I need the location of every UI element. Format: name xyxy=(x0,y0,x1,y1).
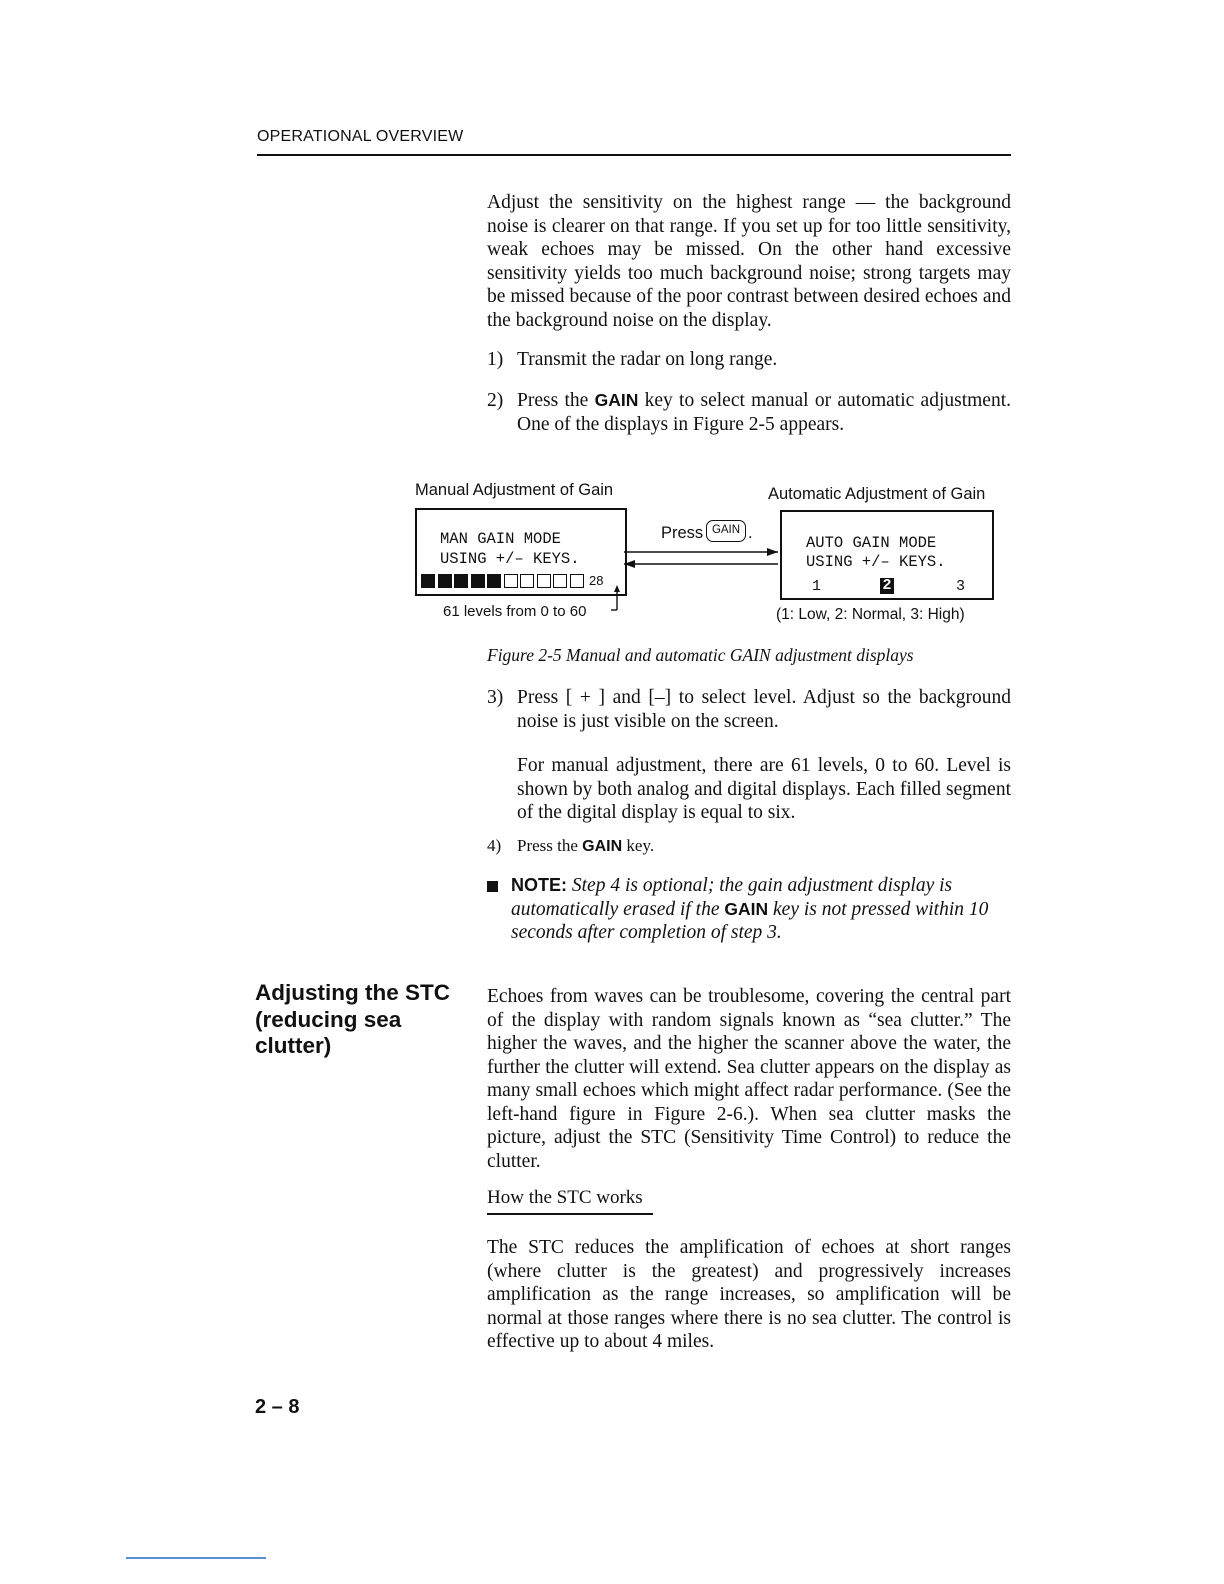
step-1-text: Transmit the radar on long range. xyxy=(517,349,778,370)
subsection-heading: How the STC works xyxy=(487,1187,643,1208)
step-2-number: 2) xyxy=(487,390,504,411)
gain-segment-empty xyxy=(520,574,534,588)
auto-level-2-selected: 2 xyxy=(880,578,894,594)
gain-level-value: 28 xyxy=(589,573,604,588)
auto-level-selector xyxy=(812,578,972,598)
auto-level-3: 3 xyxy=(956,578,966,595)
subsection-paragraph: The STC reduces the amplification of echoes at short ranges (where clutter is the greatest) and progressively increases amplification as the range increases, so amplification will be normal at those ranges where there is no sea clutter. The control is effective up to about 4 miles. xyxy=(487,1237,1011,1352)
auto-display-line-1: AUTO GAIN MODE xyxy=(806,534,937,552)
gain-segment-filled xyxy=(421,574,435,588)
auto-gain-title: Automatic Adjustment of Gain xyxy=(768,485,986,503)
step-1 xyxy=(487,348,1011,374)
bottom-edge-line xyxy=(126,1557,266,1559)
note-gain-key: GAIN xyxy=(724,898,769,919)
note-bullet-icon xyxy=(487,881,498,892)
intro-paragraph: Adjust the sensitivity on the highest range — the background noise is clearer on that range. If you set up for too little sensitivity, weak echoes may be missed. On the other hand excessive sensitivity yields too much background noise; strong targets may be missed because of the poor contrast between desired echoes and the background noise on the display. xyxy=(487,192,1011,331)
page-header-title: OPERATIONAL OVERVIEW xyxy=(257,128,464,145)
levels-caption: 61 levels from 0 to 60 xyxy=(443,603,587,620)
press-period: . xyxy=(748,524,753,542)
manual-display-line-1: MAN GAIN MODE xyxy=(440,530,561,548)
step-2 xyxy=(487,389,1011,439)
gain-segment-filled xyxy=(454,574,468,588)
note-block xyxy=(487,874,1011,946)
auto-level-1: 1 xyxy=(812,578,822,595)
step-3-text: Press [ + ] and [–] to select level. Adjust so the background noise is just visible on the screen. xyxy=(517,687,1011,732)
note-label: NOTE: xyxy=(511,875,567,895)
step-2-text xyxy=(517,389,1011,436)
section-heading: Adjusting the STC (reducing sea clutter) xyxy=(255,980,450,1058)
figure-caption: Figure 2-5 Manual and automatic GAIN adjustment displays xyxy=(487,645,914,665)
toggle-arrows-diagram xyxy=(610,540,785,620)
step-1-number: 1) xyxy=(487,349,504,370)
step-4-text-b: key. xyxy=(622,836,655,855)
note-text-b: key is not pressed within 10 seconds after completion of step 3. xyxy=(511,898,989,943)
arrow-head-right xyxy=(767,548,778,556)
step-4 xyxy=(487,834,1011,858)
level-pointer-head xyxy=(614,585,620,592)
step-3-paragraph: For manual adjustment, there are 61 levels, 0 to 60. Level is shown by both analog and digital displays. Each filled segment of the digital display is equal to six. xyxy=(517,755,1011,823)
gain-segment-filled xyxy=(438,574,452,588)
step-4-text-a: Press the xyxy=(517,836,583,855)
gain-key-icon: GAIN xyxy=(706,520,746,542)
step-4-number: 4) xyxy=(487,836,502,855)
note-text xyxy=(511,874,1011,945)
gain-segment-filled xyxy=(471,574,485,588)
manual-gain-title: Manual Adjustment of Gain xyxy=(415,481,614,499)
step-2-text-a: Press the xyxy=(517,390,595,411)
press-label: Press xyxy=(661,524,704,542)
gain-segment-empty xyxy=(570,574,584,588)
gain-segment-empty xyxy=(504,574,518,588)
gain-segment-empty xyxy=(553,574,567,588)
gain-key-label: GAIN xyxy=(594,390,639,410)
section-paragraph: Echoes from waves can be troublesome, covering the central part of the display with random signals known as “sea clutter.” The higher the waves, and the higher the scanner above the water, the further the clutter will extend. Sea clutter appears on the display as many small echoes which might affect radar performance. (See the left-hand figure in Figure 2-6.). When sea clutter masks the picture, adjust the STC (Sensitivity Time Control) to reduce the clutter. xyxy=(487,986,1011,1172)
subsection-underline xyxy=(487,1213,653,1215)
header-rule xyxy=(257,154,1011,156)
step-4-text xyxy=(517,834,1011,859)
arrow-head-left xyxy=(624,560,635,568)
gain-segment-filled xyxy=(487,574,501,588)
note-text-a: Step 4 is optional; the gain adjustment display is automatically erased if the xyxy=(511,875,953,920)
auto-levels-caption: (1: Low, 2: Normal, 3: High) xyxy=(776,606,965,623)
gain-key-label-step-4: GAIN xyxy=(582,838,623,855)
step-3 xyxy=(487,686,1011,734)
gain-segment-empty xyxy=(537,574,551,588)
manual-display-line-2: USING +/– KEYS. xyxy=(440,550,580,568)
auto-display-line-2: USING +/– KEYS. xyxy=(806,553,946,571)
step-2-text-b: key to select manual or automatic adjustment. One of the displays in Figure 2-5 appears. xyxy=(517,390,1012,435)
page-number: 2 – 8 xyxy=(255,1396,300,1418)
step-3-number: 3) xyxy=(487,687,504,708)
